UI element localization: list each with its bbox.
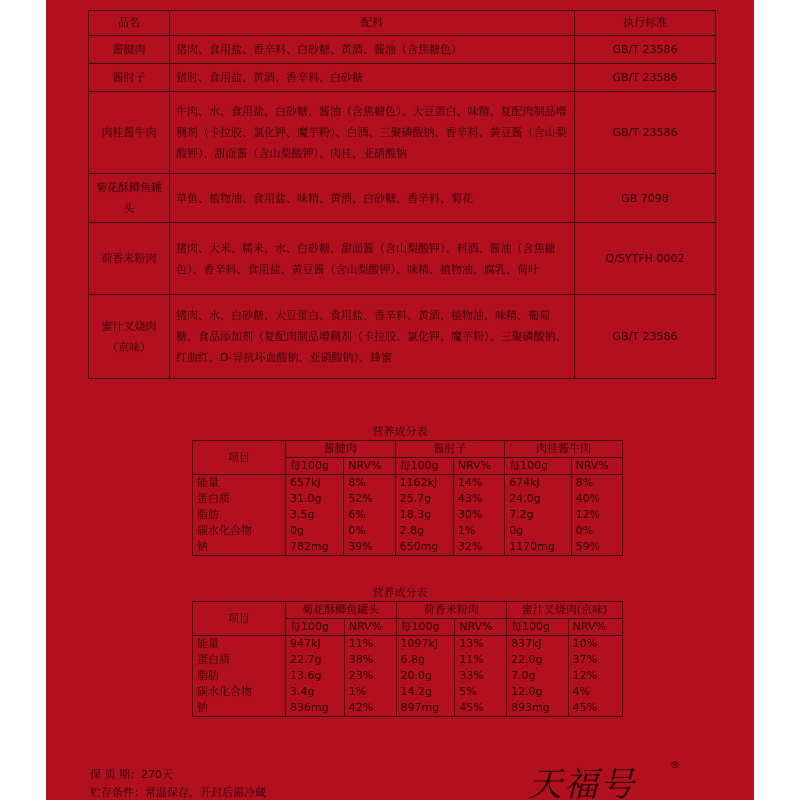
ingredient-list: 猪肉、水、白砂糖、大豆蛋白、食用盐、香辛料、黄酒、植物油、味精、葡萄糖、食品添加剂（复配肉制品增稠剂（卡拉胶、氯化钾、魔芋粉）、三聚磷酸钠、红曲红、D-异抗坏血酸钠、亚硝酸钠）、蜂蜜 — [170, 295, 575, 379]
ingredients-row — [89, 92, 716, 174]
ingredient-list: 猪肉、大米、糯米、水、白砂糖、甜面酱（含山梨酸钾）、料酒、酱油（含焦糖色）、香辛料、食用盐、黄豆酱（含山梨酸钾）、味精、植物油、腐乳、荷叶 — [170, 223, 575, 295]
nutrient-amount: 18.3g — [395, 507, 453, 523]
product-name: 菊花酥鲫鱼罐头 — [89, 174, 170, 223]
ingredient-list: 草鱼、植物油、食用盐、味精、黄酒、白砂糖、香辛料、菊花 — [170, 174, 575, 223]
nutrient-nrv: 0% — [571, 523, 622, 539]
nutrient-amount: 782mg — [286, 539, 344, 556]
nutrition-row — [193, 475, 623, 492]
nutrition-row — [193, 668, 623, 684]
ingredients-row — [89, 64, 716, 92]
nrv-header: NRV% — [344, 619, 396, 636]
nutrition-row — [193, 652, 623, 668]
nutrition-row — [193, 507, 623, 523]
product-header: 荷香米粉肉 — [396, 602, 507, 619]
per-100g-header: 每100g — [505, 458, 571, 475]
shelf-life-text: 保 质 期：270天 — [90, 768, 173, 781]
nutrient-nrv: 37% — [568, 652, 622, 668]
nutrient-amount: 897mg — [396, 700, 455, 717]
nutrition-header-row — [193, 602, 623, 619]
nutrient-nrv: 39% — [344, 539, 395, 556]
nutrition-row — [193, 684, 623, 700]
nutrient-nrv: 12% — [568, 668, 622, 684]
nutrition-caption-2: 营养成分表 — [372, 586, 428, 599]
product-header: 蜜汁叉烧肉(京味) — [507, 602, 623, 619]
ingredients-header-row — [89, 11, 716, 36]
nutrient-nrv: 8% — [571, 475, 622, 492]
standard-code: GB/T 23586 — [575, 92, 716, 174]
nutrient-amount: 657kJ — [286, 475, 344, 492]
nutrient-nrv: 52% — [344, 491, 395, 507]
nutrient-nrv: 33% — [455, 668, 507, 684]
nutrition-header-row — [193, 441, 623, 458]
ingredients-table — [88, 10, 716, 379]
nutrient-amount: 7.2g — [505, 507, 571, 523]
product-name: 酱肘子 — [89, 64, 170, 92]
nutrient-nrv: 38% — [344, 652, 396, 668]
nrv-header: NRV% — [455, 619, 507, 636]
nutrient-amount: 12.0g — [507, 684, 569, 700]
nutrient-amount: 1170mg — [505, 539, 571, 556]
nutrient-nrv: 8% — [344, 475, 395, 492]
nutrient-nrv: 4% — [568, 684, 622, 700]
nutrient-nrv: 6% — [344, 507, 395, 523]
nutrient-nrv: 45% — [455, 700, 507, 717]
nutrient-amount: 31.0g — [286, 491, 344, 507]
product-name: 蜜汁叉烧肉（京味） — [89, 295, 170, 379]
nutrient-amount: 7.0g — [507, 668, 569, 684]
product-header: 肉桂酱牛肉 — [505, 441, 623, 458]
nutrient-nrv: 42% — [344, 700, 396, 717]
nutrient-nrv: 5% — [455, 684, 507, 700]
nutrient-amount: 0g — [505, 523, 571, 539]
nutrient-amount: 837kJ — [507, 636, 569, 653]
nutrient-name: 蛋白质 — [193, 652, 286, 668]
nutrient-name: 脂肪 — [193, 507, 286, 523]
product-name: 荷香米粉肉 — [89, 223, 170, 295]
nutrient-amount: 893mg — [507, 700, 569, 717]
nutrient-amount: 25.7g — [395, 491, 453, 507]
product-header: 酱腱肉 — [286, 441, 396, 458]
nutrient-name: 能量 — [193, 475, 286, 492]
ingredients-header-cell: 执行标准 — [575, 11, 716, 36]
nutrient-name: 能量 — [193, 636, 286, 653]
nrv-header: NRV% — [568, 619, 622, 636]
ingredient-list: 牛肉、水、食用盐、白砂糖、酱油（含焦糖色）、大豆蛋白、味精、复配肉制品增稠剂（卡拉胶、氯化钾、魔芋粉）、白酒、三聚磷酸钠、香辛料、黄豆酱（含山梨酸钾）、甜面酱（含山梨酸钾）、肉桂、亚硝酸钠 — [170, 92, 575, 174]
nutrient-name: 碳水化合物 — [193, 684, 286, 700]
nutrition-row — [193, 636, 623, 653]
nutrient-amount: 14.2g — [396, 684, 455, 700]
nutrient-nrv: 1% — [453, 523, 504, 539]
nutrient-nrv: 30% — [453, 507, 504, 523]
brand-logo: 天福号 — [528, 765, 636, 805]
nutrient-amount: 650mg — [395, 539, 453, 556]
nutrient-nrv: 11% — [344, 636, 396, 653]
per-100g-header: 每100g — [396, 619, 455, 636]
per-100g-header: 每100g — [286, 619, 345, 636]
nutrient-amount: 24.0g — [505, 491, 571, 507]
nutrition-row — [193, 539, 623, 556]
nutrient-amount: 22.7g — [286, 652, 345, 668]
nutrient-nrv: 10% — [568, 636, 622, 653]
nutrient-nrv: 23% — [344, 668, 396, 684]
nutrient-nrv: 40% — [571, 491, 622, 507]
nutrition-row — [193, 491, 623, 507]
nutrient-amount: 3.5g — [286, 507, 344, 523]
standard-code: Q/SYTFH 0002 — [575, 223, 716, 295]
ingredients-row — [89, 36, 716, 64]
nutrient-name: 碳水化合物 — [193, 523, 286, 539]
nutrient-amount: 22.0g — [507, 652, 569, 668]
product-name: 肉桂酱牛肉 — [89, 92, 170, 174]
nutrition-table-2 — [192, 601, 623, 717]
nutrient-amount: 1162kJ — [395, 475, 453, 492]
nutrient-nrv: 14% — [453, 475, 504, 492]
nutrient-nrv: 1% — [344, 684, 396, 700]
nutrition-table-1 — [192, 440, 623, 556]
nutrient-amount: 1097kJ — [396, 636, 455, 653]
standard-code: GB/T 23586 — [575, 36, 716, 64]
nutrient-amount: 13.6g — [286, 668, 345, 684]
nrv-header: NRV% — [344, 458, 395, 475]
nrv-header: NRV% — [453, 458, 504, 475]
nutrient-nrv: 43% — [453, 491, 504, 507]
item-header: 项目 — [193, 441, 286, 475]
nutrient-amount: 0g — [286, 523, 344, 539]
product-header: 酱肘子 — [395, 441, 505, 458]
nutrient-nrv: 0% — [344, 523, 395, 539]
nutrient-nrv: 12% — [571, 507, 622, 523]
nutrient-name: 钠 — [193, 700, 286, 717]
product-name: 酱腱肉 — [89, 36, 170, 64]
ingredients-row — [89, 295, 716, 379]
standard-code: GB 7098 — [575, 174, 716, 223]
nrv-header: NRV% — [571, 458, 622, 475]
nutrient-name: 钠 — [193, 539, 286, 556]
ingredients-row — [89, 223, 716, 295]
label-board — [46, 0, 754, 805]
per-100g-header: 每100g — [395, 458, 453, 475]
ingredients-header-cell: 品名 — [89, 11, 170, 36]
nutrient-amount: 6.8g — [396, 652, 455, 668]
per-100g-header: 每100g — [286, 458, 344, 475]
nutrient-name: 蛋白质 — [193, 491, 286, 507]
nutrient-nrv: 11% — [455, 652, 507, 668]
nutrient-nrv: 45% — [568, 700, 622, 717]
nutrient-nrv: 59% — [571, 539, 622, 556]
ingredient-list: 猪肘、食用盐、黄酒、香辛料、白砂糖 — [170, 64, 575, 92]
item-header: 项目 — [193, 602, 286, 636]
nutrition-row — [193, 523, 623, 539]
nutrient-amount: 20.0g — [396, 668, 455, 684]
storage-text: 贮存条件：常温保存，开封后需冷藏 — [90, 786, 266, 799]
ingredients-row — [89, 174, 716, 223]
standard-code: GB/T 23586 — [575, 295, 716, 379]
registered-mark: ® — [670, 760, 680, 771]
nutrient-nrv: 32% — [453, 539, 504, 556]
product-header: 菊花酥鲫鱼罐头 — [286, 602, 397, 619]
ingredient-list: 猪肉、食用盐、香辛料、白砂糖、黄酒、酱油（含焦糖色） — [170, 36, 575, 64]
nutrient-amount: 2.8g — [395, 523, 453, 539]
nutrient-amount: 674kJ — [505, 475, 571, 492]
nutrient-name: 脂肪 — [193, 668, 286, 684]
nutrient-nrv: 13% — [455, 636, 507, 653]
standard-code: GB/T 23586 — [575, 64, 716, 92]
per-100g-header: 每100g — [507, 619, 569, 636]
nutrient-amount: 836mg — [286, 700, 345, 717]
nutrient-amount: 947kJ — [286, 636, 345, 653]
nutrition-caption-1: 营养成分表 — [372, 425, 428, 438]
nutrient-amount: 3.4g — [286, 684, 345, 700]
nutrition-row — [193, 700, 623, 717]
ingredients-header-cell: 配料 — [170, 11, 575, 36]
